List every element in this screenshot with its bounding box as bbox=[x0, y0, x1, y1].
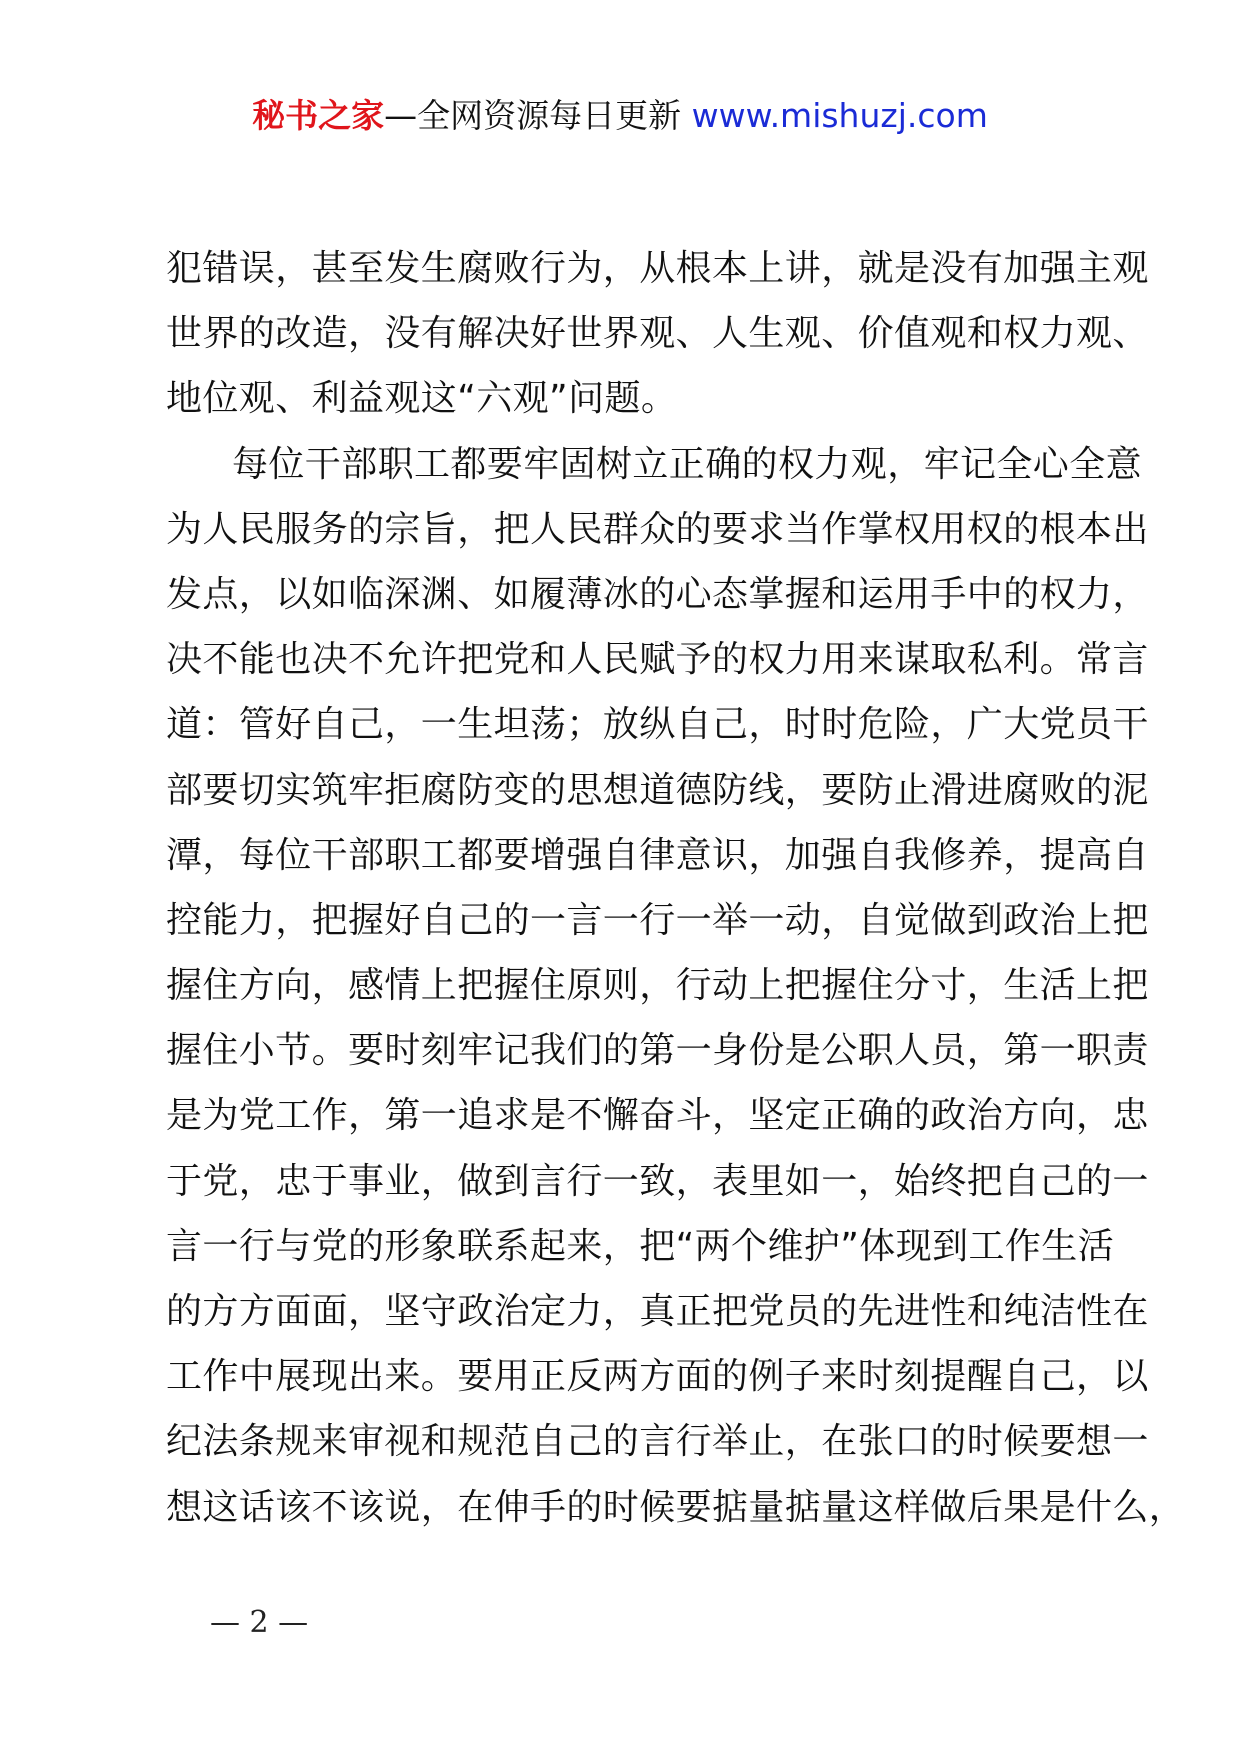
site-link[interactable]: www.mishuzj.com bbox=[691, 96, 988, 135]
text-line: 纪法条规来审视和规范自己的言行举止，在张口的时候要想一 bbox=[166, 1421, 1149, 1463]
page-number: — 2 — bbox=[210, 1605, 309, 1640]
text-line: 世界的改造，没有解决好世界观、人生观、价值观和权力观、 bbox=[166, 313, 1149, 355]
text-line: 发点，以如临深渊、如履薄冰的心态掌握和运用手中的权力， bbox=[166, 573, 1149, 615]
text-line: 部要切实筑牢拒腐防变的思想道德防线，要防止滑进腐败的泥 bbox=[166, 769, 1149, 811]
text-line: 为人民服务的宗旨，把人民群众的要求当作掌权用权的根本出 bbox=[166, 508, 1149, 550]
text-line: 工作中展现出来。要用正反两方面的例子来时刻提醒自己，以 bbox=[166, 1356, 1149, 1398]
text-line: 控能力，把握好自己的一言一行一举一动，自觉做到政治上把 bbox=[166, 899, 1149, 941]
text-line: 握住小节。要时刻牢记我们的第一身份是公职人员，第一职责 bbox=[166, 1030, 1149, 1072]
text-line: 地位观、利益观这“六观”问题。 bbox=[166, 378, 678, 420]
paragraph-start-line: 每位干部职工都要牢固树立正确的权力观，牢记全心全意 bbox=[232, 443, 1143, 485]
text-line: 决不能也决不允许把党和人民赋予的权力用来谋取私利。常言 bbox=[166, 639, 1149, 681]
text-line: 潭，每位干部职工都要增强自律意识，加强自我修养，提高自 bbox=[166, 834, 1149, 876]
header-tagline: —全网资源每日更新 bbox=[384, 96, 682, 135]
text-line: 的方方面面，坚守政治定力，真正把党员的先进性和纯洁性在 bbox=[166, 1291, 1149, 1332]
text-line: 是为党工作，第一追求是不懈奋斗，坚定正确的政治方向，忠 bbox=[166, 1095, 1149, 1137]
brand-name: 秘书之家 bbox=[252, 96, 385, 135]
document-body bbox=[166, 236, 1186, 1540]
text-line: 握住方向，感情上把握住原则，行动上把握住分寸，生活上把 bbox=[166, 965, 1149, 1007]
text-line: 言一行与党的形象联系起来，把“两个维护”体现到工作生活 bbox=[166, 1225, 1115, 1267]
text-line: 犯错误，甚至发生腐败行为，从根本上讲，就是没有加强主观 bbox=[166, 248, 1149, 289]
text-line: 想这话该不该说，在伸手的时候要掂量掂量这样做后果是什么， bbox=[166, 1486, 1186, 1528]
page-header bbox=[0, 94, 1240, 138]
text-line: 道：管好自己，一生坦荡；放纵自己，时时危险，广大党员干 bbox=[166, 704, 1149, 746]
text-line: 于党，忠于事业，做到言行一致，表里如一，始终把自己的一 bbox=[166, 1160, 1149, 1202]
